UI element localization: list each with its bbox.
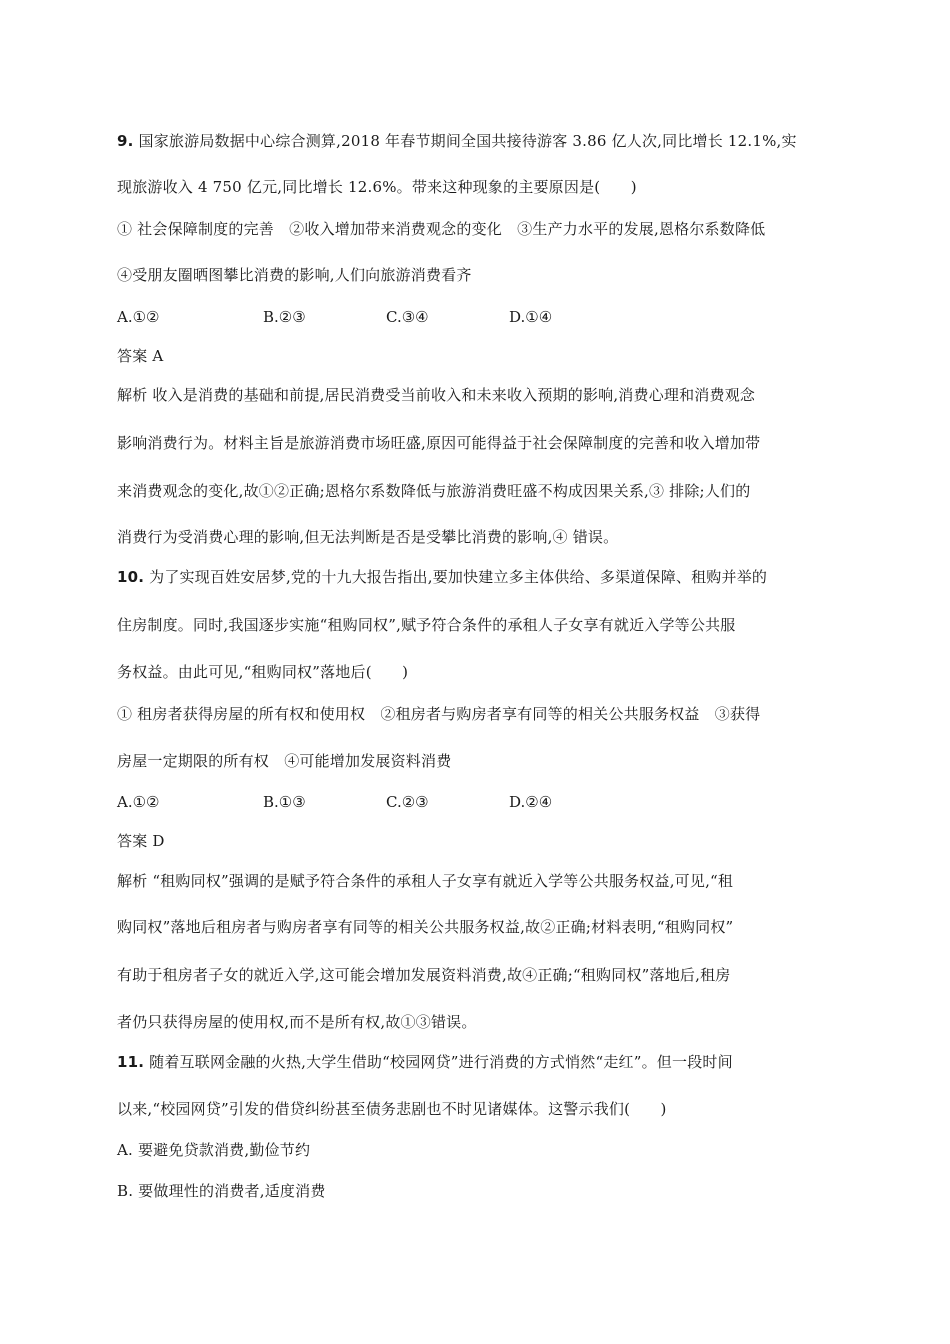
q10-analysis-line-3: 有助于租房者子女的就近入学,这可能会增加发展资料消费,故④正确;“租购同权”落地后,租房	[117, 966, 731, 984]
q10-option-c: C.②③	[386, 793, 429, 811]
q9-analysis-line-4: 消费行为受消费心理的影响,但无法判断是否是受攀比消费的影响,④ 错误。	[117, 528, 619, 546]
q10-stem-line-1: 10. 为了实现百姓安居梦,党的十九大报告指出,要加快建立多主体供给、多渠道保障、租购并举的	[117, 568, 768, 586]
q10-option-b: B.①③	[263, 793, 306, 811]
q10-statements-line-2: 房屋一定期限的所有权 ④可能增加发展资料消费	[117, 752, 452, 770]
q10-statements-line-1: ① 租房者获得房屋的所有权和使用权 ②租房者与购房者享有同等的相关公共服务权益 ③获得	[117, 705, 761, 723]
q11-number: 11.	[117, 1053, 145, 1071]
q10-analysis-line-2: 购同权”落地后租房者与购房者享有同等的相关公共服务权益,故②正确;材料表明,“租购同权”	[117, 918, 734, 936]
q9-stem-line-1: 9. 国家旅游局数据中心综合测算,2018 年春节期间全国共接待游客 3.86 亿人次,同比增长 12.1%,实	[117, 132, 797, 150]
q9-option-c: C.③④	[386, 308, 429, 326]
q9-analysis-line-2: 影响消费行为。材料主旨是旅游消费市场旺盛,原因可能得益于社会保障制度的完善和收入增加带	[117, 434, 761, 452]
q10-option-a: A.①②	[117, 793, 160, 811]
q9-number: 9.	[117, 132, 134, 150]
q10-stem-line-2: 住房制度。同时,我国逐步实施“租购同权”,赋予符合条件的承租人子女享有就近入学等公共服	[117, 616, 736, 634]
q9-analysis-line-3: 来消费观念的变化,故①②正确;恩格尔系数降低与旅游消费旺盛不构成因果关系,③ 排除;人们的	[117, 482, 751, 500]
q10-analysis-line-4: 者仍只获得房屋的使用权,而不是所有权,故①③错误。	[117, 1013, 477, 1031]
q9-analysis-line-1: 解析 收入是消费的基础和前提,居民消费受当前收入和未来收入预期的影响,消费心理和消费观念	[117, 386, 756, 404]
q9-answer: 答案 A	[117, 347, 164, 365]
q10-number: 10.	[117, 568, 145, 586]
q11-stem-line-2: 以来,“校园网贷”引发的借贷纠纷甚至债务悲剧也不时见诸媒体。这警示我们( )	[117, 1100, 667, 1118]
q9-option-b: B.②③	[263, 308, 306, 326]
q10-option-d: D.②④	[509, 793, 553, 811]
q10-stem-line-3: 务权益。由此可见,“租购同权”落地后( )	[117, 663, 409, 681]
q11-option-b: B. 要做理性的消费者,适度消费	[117, 1182, 326, 1200]
q10-answer: 答案 D	[117, 832, 165, 850]
q11-option-a: A. 要避免贷款消费,勤俭节约	[117, 1141, 311, 1159]
q9-option-a: A.①②	[117, 308, 160, 326]
q11-stem-line-1: 11. 随着互联网金融的火热,大学生借助“校园网贷”进行消费的方式悄然“走红”。但一段时间	[117, 1053, 733, 1071]
q9-statements-line-2: ④受朋友圈晒图攀比消费的影响,人们向旅游消费看齐	[117, 266, 472, 284]
q9-stem-line-2: 现旅游收入 4 750 亿元,同比增长 12.6%。带来这种现象的主要原因是( )	[117, 178, 637, 196]
q10-analysis-line-1: 解析 “租购同权”强调的是赋予符合条件的承租人子女享有就近入学等公共服务权益,可见,“租	[117, 872, 734, 890]
q9-option-d: D.①④	[509, 308, 553, 326]
q9-statements-line-1: ① 社会保障制度的完善 ②收入增加带来消费观念的变化 ③生产力水平的发展,恩格尔系数降低	[117, 220, 766, 238]
